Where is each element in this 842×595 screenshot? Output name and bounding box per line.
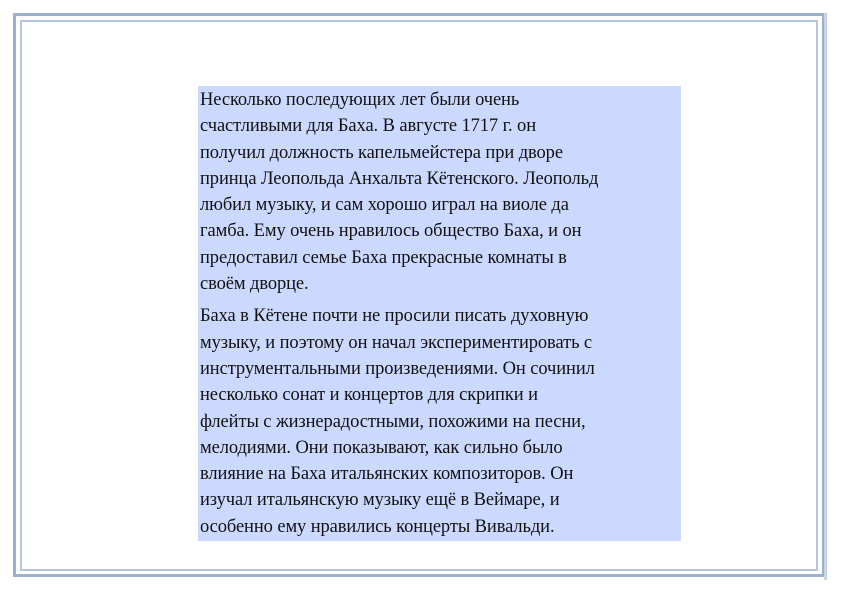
text-line: гамба. Ему очень нравилось общество Баха, и он	[200, 221, 582, 242]
text-line: инструментальными произведениями. Он сочинил	[200, 358, 595, 379]
text-line: принца Леопольда Анхальта Кётенского. Леопольд	[200, 168, 599, 189]
paragraph-1	[200, 87, 681, 297]
text-line: несколько сонат и концертов для скрипки и	[200, 385, 538, 406]
slide-frame-edge	[824, 13, 827, 580]
text-line: получил должность капельмейстера при дворе	[200, 142, 563, 163]
text-line: изучал итальянскую музыку ещё в Веймаре, и	[200, 490, 560, 511]
text-line: счастливыми для Баха. В августе 1717 г. он	[200, 116, 537, 137]
text-line: мелодиями. Они показывают, как сильно было	[200, 437, 563, 458]
text-box[interactable]	[198, 86, 681, 541]
text-line: флейты с жизнерадостными, похожими на песни,	[200, 411, 586, 432]
text-line: Баха в Кётене почти не просили писать духовную	[200, 306, 589, 327]
text-line: своём дворце.	[200, 274, 309, 295]
text-line: музыку, и поэтому он начал экспериментировать с	[200, 332, 593, 353]
paragraph-2	[200, 303, 681, 540]
text-line: Несколько последующих лет были очень	[200, 90, 520, 110]
text-line: особенно ему нравились концерты Вивальди.	[200, 516, 555, 537]
text-line: влияние на Баха итальянских композиторов. Он	[200, 464, 574, 485]
text-line: любил музыку, и сам хорошо играл на виоле да	[200, 195, 569, 216]
text-line: предоставил семье Баха прекрасные комнаты в	[200, 247, 567, 268]
